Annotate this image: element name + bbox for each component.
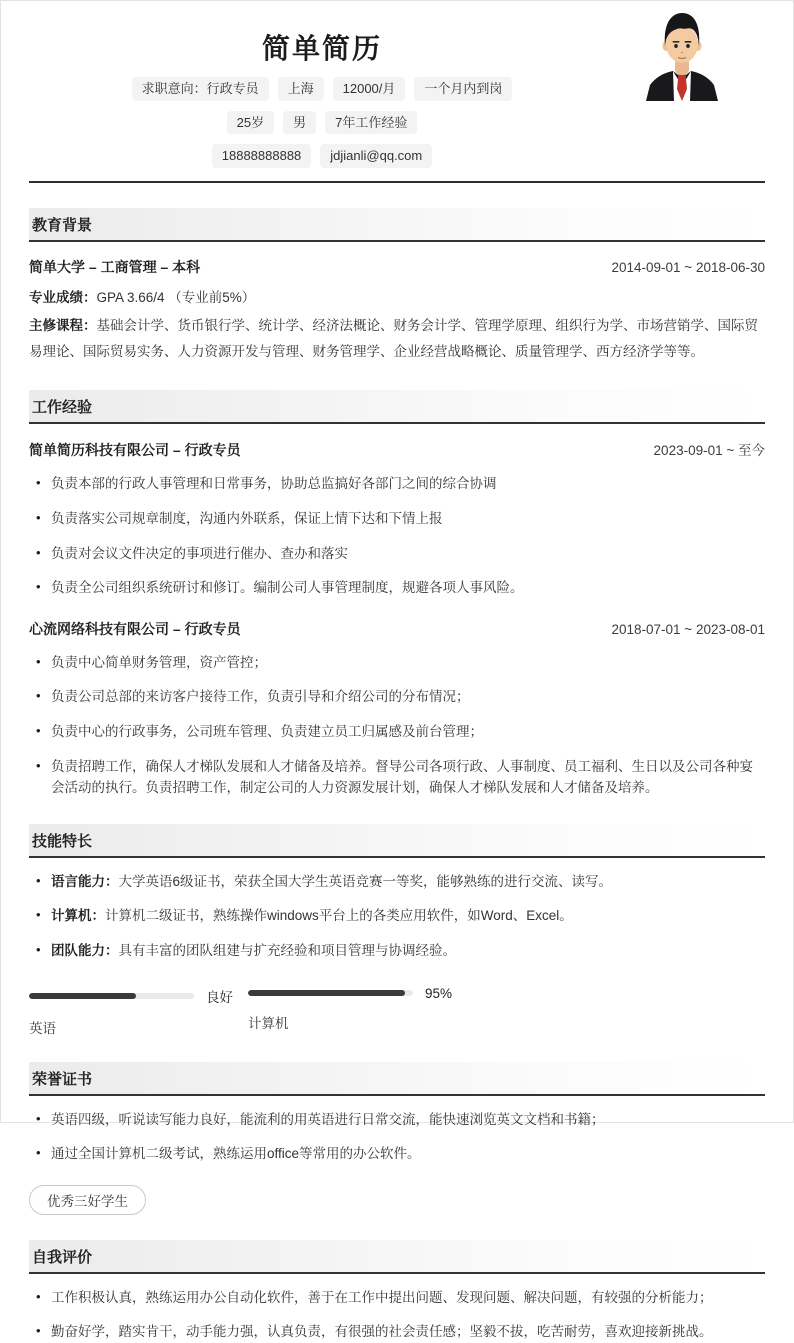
skill-label: 语言能力： [51,873,119,889]
pill-email: jdjianli@qq.com [320,144,432,168]
courses-text: 基础会计学、货币银行学、统计学、经济法概论、财务会计学、管理学原理、组织行为学、市场营销学、国际贸易理论、国际贸易实务、人力资源开发与管理、财务管理学、企业经营战略概论、质量管理学、西方经济学等等。 [29,317,758,360]
pill-salary: 12000/月 [333,77,406,101]
bar-row [29,986,248,1006]
section-self-evaluation [29,1240,765,1343]
honor-item: • 英语四级，听说读写能力良好，能流利的用英语进行日常交流，能快速浏览英文文档和书籍； [29,1109,765,1131]
job-date-range: 2018-07-01 ~ 2023-08-01 [611,621,765,637]
section-skills [29,824,765,1037]
education-grade [29,285,765,311]
section-title-honors: 荣誉证书 [29,1062,765,1096]
job-entry-head [29,619,765,639]
job-duties-list [29,473,765,598]
evaluation-list [29,1287,765,1343]
job-duty: • 负责全公司组织系统研讨和修订。编制公司人事管理制度，规避各项人事风险。 [29,577,765,599]
job-duties-list [29,652,765,799]
section-title-self-evaluation: 自我评价 [29,1240,765,1274]
education-entry-head [29,257,765,277]
courses-label: 主修课程： [29,317,97,333]
profile-photo [632,1,732,101]
progress-track [248,990,413,996]
section-title-experience: 工作经验 [29,390,765,424]
skill-bar-english [29,986,248,1037]
company-position: 简单简历科技有限公司 – 行政专员 [29,442,241,459]
skills-list [29,871,765,962]
section-experience [29,390,765,798]
school-degree: 简单大学 – 工商管理 – 本科 [29,258,201,275]
header-main [29,27,615,168]
bar-level-label: 95% [425,985,453,1001]
progress-fill [29,993,136,999]
section-education [29,208,765,366]
education-courses [29,313,765,366]
job-duty: • 负责对会议文件决定的事项进行催办、查办和落实 [29,543,765,565]
pill-job-intent: 求职意向：行政专员 [132,77,269,101]
page-title: 简单简历 [261,33,382,64]
pill-gender: 男 [283,111,316,135]
bar-skill-name: 计算机 [248,1015,289,1031]
skill-text: 具有丰富的团队组建与扩充经验和项目管理与协调经验。 [118,942,456,958]
job-intent-row [29,77,615,101]
company-position: 心流网络科技有限公司 – 行政专员 [29,620,241,637]
bar-skill-name: 英语 [29,1020,56,1036]
skill-item [29,940,765,962]
education-date-range: 2014-09-01 ~ 2018-06-30 [611,259,765,275]
header-divider [29,181,765,183]
job-duty: • 负责本部的行政人事管理和日常事务，协助总监搞好各部门之间的综合协调 [29,473,765,495]
resume-header [29,1,765,168]
section-title-education: 教育背景 [29,208,765,242]
personal-info-row [29,111,615,135]
job-duty: • 负责公司总部的来访客户接待工作，负责引导和介绍公司的分布情况； [29,686,765,708]
skill-item [29,871,765,893]
skill-text: 计算机二级证书，熟练操作windows平台上的各类应用软件，如Word、Excel。 [105,908,573,924]
job-duty: • 负责中心简单财务管理，资产管控； [29,652,765,674]
pill-age: 25岁 [227,111,274,135]
honor-badge: 优秀三好学生 [29,1185,146,1215]
pill-city: 上海 [278,77,324,101]
pill-phone: 18888888888 [212,144,312,168]
skill-item [29,905,765,927]
evaluation-item: • 勤奋好学，踏实肯干，动手能力强，认真负责，有很强的社会责任感；坚毅不拔，吃苦耐劳，喜欢迎接新挑战。 [29,1321,765,1343]
grade-text: GPA 3.66/4 （专业前5%） [96,289,256,305]
section-honors [29,1062,765,1215]
portrait-illustration [632,1,732,101]
pill-experience-years: 7年工作经验 [325,111,417,135]
job-duty: • 负责落实公司规章制度，沟通内外联系，保证上情下达和下情上报 [29,508,765,530]
job-entry-head [29,439,765,460]
progress-fill [248,990,405,996]
section-title-skills: 技能特长 [29,824,765,858]
bar-level-label: 良好 [206,989,233,1005]
job-duty: • 负责中心的行政事务，公司班车管理、负责建立员工归属感及前台管理； [29,721,765,743]
job-duty: • 负责招聘工作，确保人才梯队发展和人才储备及培养。督导公司各项行政、人事制度、员工福利、生日以及公司各种宴会活动的执行。负责招聘工作，制定公司的人力资源发展计划，确保人才梯队发展和人才储备及培养。 [29,756,765,799]
contact-row [29,144,615,168]
bar-row [248,986,467,1001]
evaluation-item: • 工作积极认真，熟练运用办公自动化软件，善于在工作中提出问题、发现问题、解决问题，有较强的分析能力； [29,1287,765,1309]
pill-availability: 一个月内到岗 [414,77,512,101]
grade-label: 专业成绩： [29,289,97,305]
skill-text: 大学英语6级证书，荣获全国大学生英语竞赛一等奖，能够熟练的进行交流、读写。 [118,873,613,889]
skill-bars [29,986,765,1037]
honors-list [29,1109,765,1165]
skill-bar-computer [248,986,467,1037]
progress-track [29,993,194,999]
honor-item: • 通过全国计算机二级考试，熟练运用office等常用的办公软件。 [29,1143,765,1165]
skill-label: 计算机： [51,908,105,924]
job-date-range: 2023-09-01 ~ 至今 [653,443,765,459]
skill-label: 团队能力： [51,942,119,958]
